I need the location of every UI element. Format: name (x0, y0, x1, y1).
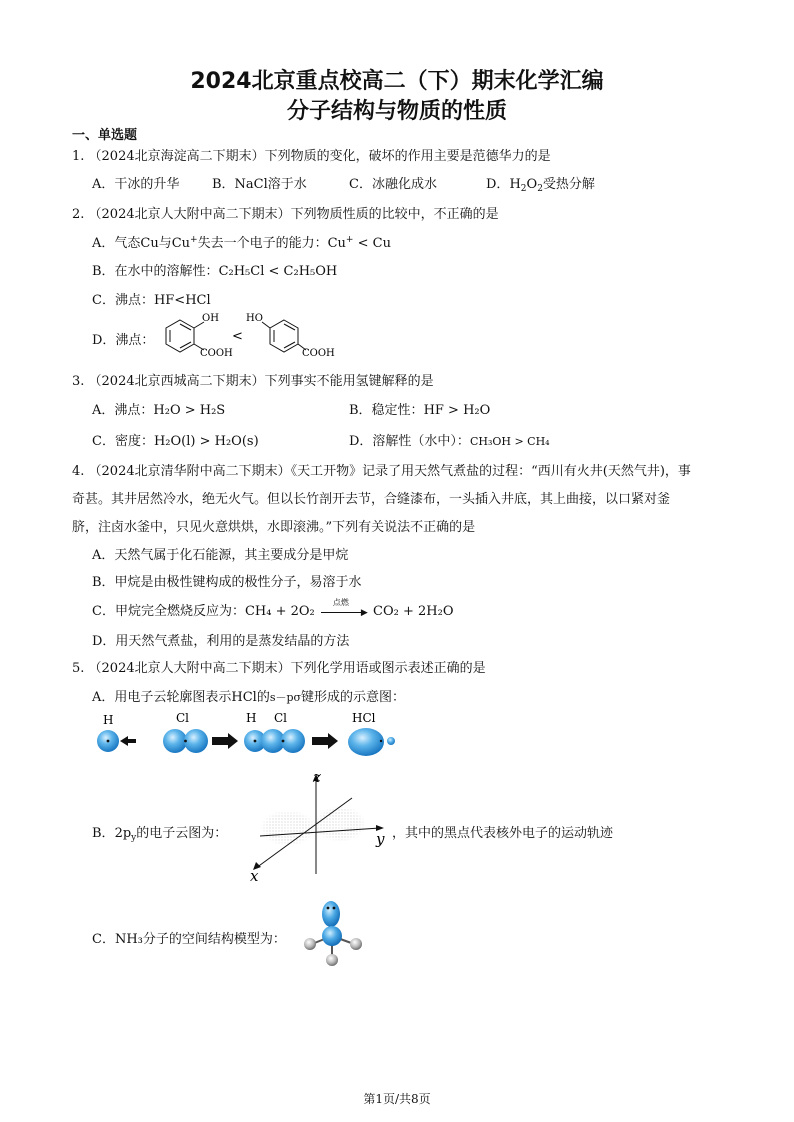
page-footer: 第1页/共8页 (363, 1092, 431, 1106)
h-atom-label: H (103, 713, 114, 727)
hydrogen-atom-1 (304, 938, 316, 950)
question-4-stem-line-2: 奇甚。其井居然冷水，绝无火气。但以长竹剖开去节，合缝漆布，一头插入井底，其上曲接，以口紧对釜 (72, 492, 671, 507)
question-2-option-d-structures (150, 308, 350, 360)
question-3-option-d: D．溶解性（水中）：CH₃OH > CH₄ (349, 434, 550, 449)
section-heading: 一、单选题 (72, 128, 138, 143)
question-2-option-b: B．在水中的溶解性：C₂H₅Cl < C₂H₅OH (92, 264, 338, 279)
hcl-bond-formation-diagram (90, 708, 410, 766)
question-5-option-a: A．用电子云轮廓图表示HCl的s－pσ键形成的示意图： (92, 690, 406, 705)
question-5-option-b-text: ，其中的黑点代表核外电子的运动轨迹 (392, 826, 614, 841)
question-5-option-c-label: C．NH₃分子的空间结构模型为： (92, 932, 286, 947)
arrow-right-icon-2 (312, 733, 338, 749)
hcl-sigma-orbital (348, 728, 384, 756)
question-1-option-d: D．$H_2O_2$受热分解 (486, 177, 595, 194)
salicylic-acid-structure (166, 320, 204, 352)
hcl-molecule-label: HCl (352, 711, 376, 725)
document-title: 2024北京重点校高二（下）期末化学汇编 (190, 69, 604, 94)
hydroxyl-label-2: HO (246, 313, 263, 324)
question-3-option-b: B．稳定性：HF > H₂O (349, 403, 491, 418)
hydroxyl-label-1: OH (202, 313, 219, 324)
x-axis-label: x (250, 867, 259, 882)
cl-atom-label: Cl (176, 711, 190, 725)
question-1-stem: 1. （2024北京海淀高二下期末）下列物质的变化，破坏的作用主要是范德华力的是 (72, 149, 551, 164)
question-5-option-b-label: B．$2p_y$的电子云图为： (92, 826, 228, 843)
question-1-option-c: C．冰融化成水 (349, 177, 437, 192)
carboxyl-label-2: COOH (302, 348, 335, 359)
question-4-option-d: D．用天然气煮盐，利用的是蒸发结晶的方法 (92, 634, 350, 649)
reaction-arrow: 点燃 ▶ (319, 606, 369, 618)
question-5-stem: 5. （2024北京人大附中高二下期末）下列化学用语或图示表述正确的是 (72, 661, 486, 676)
question-3-stem: 3. （2024北京西城高二下期末）下列事实不能用氢键解释的是 (72, 374, 434, 389)
question-4-option-a: A．天然气属于化石能源，其主要成分是甲烷 (92, 548, 349, 563)
comparison-sign: < (232, 329, 243, 344)
question-1-option-a: A．干冰的升华 (92, 177, 180, 192)
hydrogen-atom-3 (326, 954, 338, 966)
p-hydroxybenzoic-acid-structure (262, 320, 306, 352)
question-2-option-c: C．沸点：HF<HCl (92, 293, 211, 308)
question-3-option-a: A．沸点：H₂O > H₂S (92, 403, 226, 418)
document-subtitle: 分子结构与物质的性质 (286, 99, 507, 124)
hcl-small-lobe (387, 737, 395, 745)
question-2-stem: 2. （2024北京人大附中高二下期末）下列物质性质的比较中，不正确的是 (72, 207, 499, 222)
cl-p-orbital-lobe-2 (184, 729, 208, 753)
arrow-left-icon (120, 736, 136, 746)
question-4-stem-line-1: 4. （2024北京清华附中高二下期末）《天工开物》记录了用天然气煮盐的过程：“西川有火井(天然气井)，事 (72, 464, 691, 479)
nitrogen-atom (322, 926, 342, 946)
lone-pair-lobe (322, 901, 340, 927)
y-axis-label: y (376, 830, 385, 848)
hydrogen-atom-2 (350, 938, 362, 950)
2py-electron-cloud-diagram (230, 770, 400, 882)
cl-p-orbital-lobe-1 (163, 729, 187, 753)
question-3-option-c: C．密度：H₂O(l) > H₂O(s) (92, 434, 259, 449)
question-4-option-b: B．甲烷是由极性键构成的极性分子，易溶于水 (92, 575, 362, 590)
question-4-option-c: C．甲烷完全燃烧反应为：CH₄ + 2O₂ 点燃 ▶ CO₂ + 2H₂O (92, 597, 454, 619)
z-axis-label: z (313, 770, 321, 786)
arrow-right-icon-1 (212, 733, 238, 749)
nh3-space-filling-model (300, 896, 366, 968)
approach-cl-lobe-2 (281, 729, 305, 753)
question-1-option-b: B．NaCl溶于水 (212, 177, 307, 192)
approach-cl-label: Cl (274, 711, 288, 725)
carboxyl-label-1: COOH (200, 348, 233, 359)
question-2-option-d: D．沸点： (92, 333, 155, 348)
approach-h-label: H (246, 711, 257, 725)
question-4-stem-line-3: 脐，注卤水釜中，只见火意烘烘，水即滚沸。”下列有关说法不正确的是 (72, 520, 476, 535)
question-2-option-a: A．气态Cu与Cu+失去一个电子的能力：Cu+ < Cu (92, 235, 391, 251)
